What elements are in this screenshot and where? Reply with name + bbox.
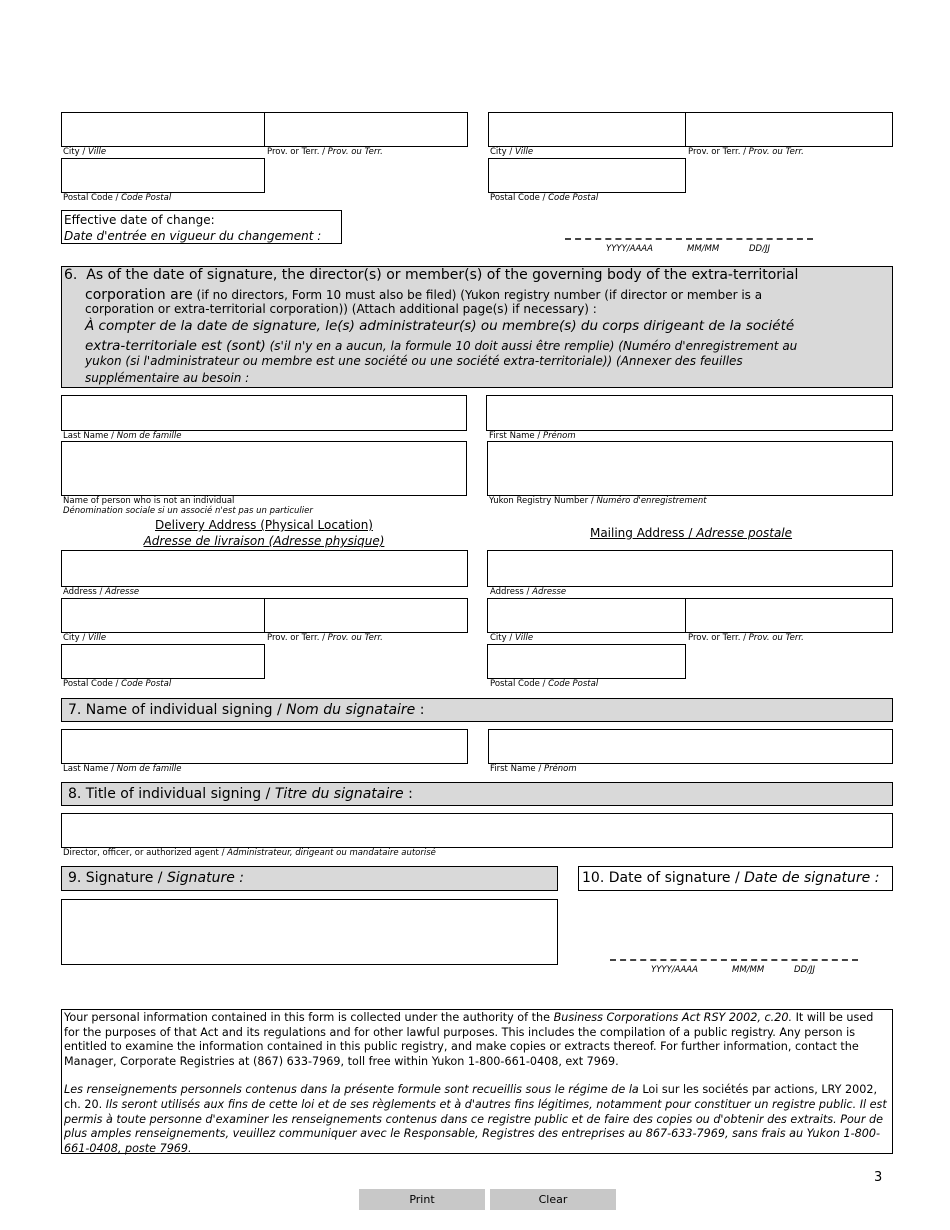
signer-last-name-field[interactable] (61, 729, 468, 764)
signature-field[interactable] (61, 899, 558, 965)
mailing-address-caption: Mailing Address / Adresse postale (589, 526, 793, 540)
non-individual-label-fr: Dénomination sociale si un associé n'est pas un particulier (63, 506, 313, 516)
effective-date-fr: Date d'entrée en vigueur du changement : (64, 229, 322, 243)
prov-label: Prov. or Terr. / Prov. ou Terr. (267, 633, 383, 643)
postal-label: Postal Code / Code Postal (490, 193, 599, 203)
effective-date-en: Effective date of change: (64, 213, 215, 227)
director-mailing-city-field[interactable] (487, 598, 686, 633)
director-label: Director, officer, or authorized agent / Administrateur, dirigeant ou mandataire autorisé (63, 848, 436, 858)
postal-label: Postal Code / Code Postal (63, 193, 172, 203)
last-name-label: Last Name / Nom de famille (63, 431, 182, 441)
prov-label: Prov. or Terr. / Prov. ou Terr. (267, 147, 383, 157)
prov-label: Prov. or Terr. / Prov. ou Terr. (688, 147, 804, 157)
privacy-notice-fr: Les renseignements personnels contenus dans la présente formule sont recueillis sous le régime de la Loi sur les sociétés par actions, LRY 2002, ch. 20. Ils seront utilisés aux fins de cette loi et de ses règlements et à d'autres fins légitimes, notamment pour constituer un registre public. Il est permis à toute personne d'examiner les renseignements contenus dans ce registre public et de faire des copies ou d'obtenir des extraits. Pour de plus amples renseignements, veuillez communiquer avec le Responsable, Registres des entreprises au 867-633-7969, sans frais au Yukon 1-800-661-0408, poste 7969. (64, 1083, 887, 1155)
clear-button[interactable]: Clear (490, 1189, 616, 1210)
delivery-postal-field[interactable] (61, 158, 265, 193)
mailing-postal-field[interactable] (488, 158, 686, 193)
director-mailing-postal-field[interactable] (487, 644, 686, 679)
prov-label: Prov. or Terr. / Prov. ou Terr. (688, 633, 804, 643)
postal-label: Postal Code / Code Postal (63, 679, 172, 689)
director-mailing-prov-field[interactable] (685, 598, 893, 633)
city-label: City / Ville (490, 633, 534, 643)
privacy-notice (61, 1009, 893, 1154)
first-name-label: First Name / Prénom (489, 431, 576, 441)
mailing-prov-field[interactable] (685, 112, 893, 147)
director-last-name-field[interactable] (61, 395, 467, 431)
director-delivery-postal-field[interactable] (61, 644, 265, 679)
effective-date-field[interactable] (565, 238, 813, 240)
section-6-header: 6. As of the date of signature, the director(s) or member(s) of the governing body of the extra-territorial corporation are (if no directors, Form 10 must also be filed) (Yukon registry number (if director or member is a corporation or extra-territorial corporation)) (Attach additional page(s) if necessary) : À compter de la date de signature, le(s) administrateur(s) ou membre(s) du corps dirigeant de la société extra-territoriale est (sont) (s'il n'y en a aucun, la formule 10 doit aussi être remplie) (Numéro d'enregistrement au yukon (si l'administrateur ou membre est une société ou une société extra-territoriale)) (Annexer des feuilles supplémentaire au besoin : (61, 266, 893, 388)
city-label: City / Ville (63, 147, 107, 157)
director-mailing-address-field[interactable] (487, 550, 893, 587)
non-individual-label: Name of person who is not an individual (63, 496, 235, 506)
page-number: 3 (874, 1170, 883, 1185)
city-label: City / Ville (63, 633, 107, 643)
director-delivery-city-field[interactable] (61, 598, 265, 633)
delivery-address-caption: Delivery Address (Physical Location) Adresse de livraison (Adresse physique) (143, 518, 385, 548)
last-name-label: Last Name / Nom de famille (63, 764, 182, 774)
section-10-header: 10. Date of signature / Date de signature : (578, 866, 893, 891)
signer-title-field[interactable] (61, 813, 893, 848)
effective-date-label (61, 210, 342, 244)
signature-date-field[interactable] (610, 959, 858, 961)
date-day-label: DD/JJ (794, 965, 815, 975)
section-9-header: 9. Signature / Signature : (61, 866, 558, 891)
director-first-name-field[interactable] (486, 395, 893, 431)
date-month-label: MM/MM (687, 244, 720, 254)
city-label: City / Ville (490, 147, 534, 157)
director-delivery-address-field[interactable] (61, 550, 468, 587)
yukon-registry-number-field[interactable] (487, 441, 893, 496)
privacy-notice-en: Your personal information contained in this form is collected under the authority of the Business Corporations Act RSY 2002, c.20. It will be used for the purposes of that Act and its regulations and for other lawful purposes. This includes the compilation of a public registry. Any person is entitled to examine the information contained in this public registry, and make copies or extracts thereof. For further information, contact the Manager, Corporate Registries at (867) 633-7969, toll free within Yukon 1-800-661-0408, ext 7969. (64, 1011, 874, 1068)
delivery-city-field[interactable] (61, 112, 265, 147)
section-7-header: 7. Name of individual signing / Nom du signataire : (61, 698, 893, 722)
director-delivery-prov-field[interactable] (264, 598, 468, 633)
date-year-label: YYYY/AAAA (651, 965, 698, 975)
postal-label: Postal Code / Code Postal (490, 679, 599, 689)
date-year-label: YYYY/AAAA (606, 244, 653, 254)
non-individual-name-field[interactable] (61, 441, 467, 496)
address-label: Address / Adresse (63, 587, 140, 597)
mailing-city-field[interactable] (488, 112, 686, 147)
delivery-prov-field[interactable] (264, 112, 468, 147)
date-day-label: DD/JJ (749, 244, 770, 254)
date-month-label: MM/MM (732, 965, 765, 975)
section-8-header: 8. Title of individual signing / Titre du signataire : (61, 782, 893, 806)
first-name-label: First Name / Prénom (490, 764, 577, 774)
address-label: Address / Adresse (490, 587, 567, 597)
print-button[interactable]: Print (359, 1189, 485, 1210)
signer-first-name-field[interactable] (488, 729, 893, 764)
yukon-registry-label: Yukon Registry Number / Numéro d'enregistrement (489, 496, 707, 506)
